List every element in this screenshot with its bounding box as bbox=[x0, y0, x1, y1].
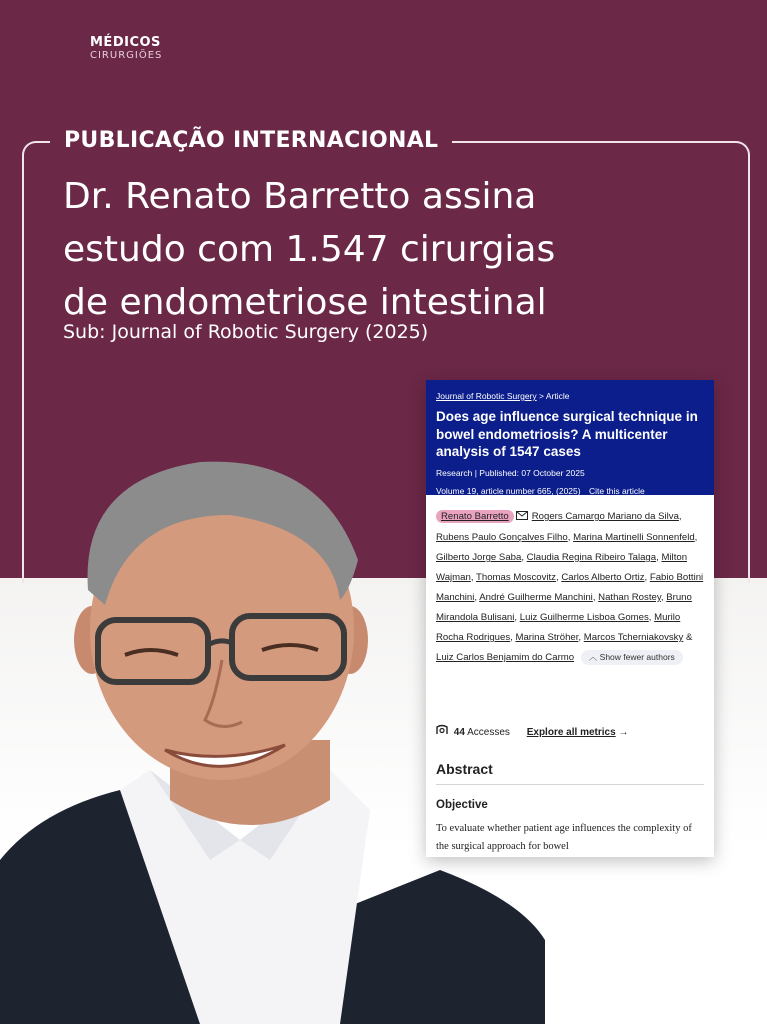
subline: Sub: Journal of Robotic Surgery (2025) bbox=[63, 321, 429, 343]
author-link[interactable]: Bruno Mirandola Bulisani bbox=[436, 592, 692, 623]
author-link[interactable]: Marcos Tcherniakovsky bbox=[583, 632, 684, 643]
author-link[interactable]: Marina Martinelli Sonnenfeld bbox=[573, 532, 695, 543]
author-separator: , bbox=[470, 572, 477, 583]
author-separator: , bbox=[514, 612, 520, 623]
author-separator: , bbox=[578, 632, 584, 643]
author-separator bbox=[574, 652, 577, 663]
headline-line-1: Dr. Renato Barretto assina bbox=[63, 176, 537, 217]
author-separator: , bbox=[648, 612, 655, 623]
breadcrumb bbox=[436, 390, 704, 402]
article-meta: Research | Published: 07 October 2025 bbox=[436, 467, 585, 478]
arrow-right-icon: → bbox=[618, 727, 629, 738]
author-list bbox=[426, 495, 714, 668]
accesses-count: 44 bbox=[453, 727, 465, 738]
show-fewer-label: Show fewer authors bbox=[599, 652, 675, 662]
author-separator: , bbox=[678, 511, 682, 522]
author-separator: & bbox=[683, 632, 693, 643]
author-link[interactable]: André Guilherme Manchini bbox=[479, 592, 593, 603]
author-separator: , bbox=[555, 572, 562, 583]
kicker-label: PUBLICAÇÃO INTERNACIONAL bbox=[50, 126, 452, 156]
objective-heading: Objective bbox=[436, 799, 488, 811]
chevron-up-icon: ︿ bbox=[588, 652, 598, 662]
accesses-icon bbox=[436, 727, 448, 738]
author-separator: , bbox=[656, 552, 662, 563]
breadcrumb-separator: > bbox=[539, 391, 544, 401]
mail-icon[interactable] bbox=[516, 508, 528, 528]
cite-link[interactable]: Cite this article bbox=[588, 485, 645, 496]
brand-line-2: CIRURGIÕES bbox=[90, 50, 163, 61]
article-title: Does age influence surgical technique in bowel endometriosis? A multicenter analysis of 1547 cases bbox=[436, 409, 698, 459]
author-link[interactable]: Carlos Alberto Ortiz bbox=[561, 572, 645, 583]
author-separator: , bbox=[474, 592, 480, 603]
headline bbox=[63, 170, 743, 329]
author-separator: , bbox=[521, 552, 527, 563]
objective-text: To evaluate whether patient age influences the complexity of the surgical approach for bowel bbox=[436, 823, 692, 852]
author-separator: , bbox=[592, 592, 599, 603]
show-fewer-authors-button[interactable] bbox=[581, 650, 683, 665]
author-link[interactable]: Thomas Moscovitz bbox=[476, 572, 556, 583]
article-type: Article bbox=[545, 391, 570, 401]
author-link[interactable]: Fabio Bottini Manchini bbox=[436, 572, 704, 603]
author-link[interactable]: Milton Wajman bbox=[436, 552, 688, 583]
author-separator: , bbox=[694, 532, 698, 543]
author-link[interactable]: Claudia Regina Ribeiro Talaga bbox=[526, 552, 657, 563]
headline-line-3: de endometriose intestinal bbox=[63, 282, 547, 323]
article-header bbox=[426, 380, 714, 495]
author-link[interactable]: Rubens Paulo Gonçalves Filho bbox=[436, 532, 568, 543]
author-link[interactable]: Nathan Rostey bbox=[598, 592, 661, 603]
author-highlighted[interactable]: Renato Barretto bbox=[436, 510, 514, 523]
headline-line-2: estudo com 1.547 cirurgias bbox=[63, 229, 556, 270]
abstract-heading: Abstract bbox=[436, 760, 704, 785]
author-link[interactable]: Luiz Carlos Benjamim do Carmo bbox=[436, 652, 575, 663]
journal-link[interactable]: Journal of Robotic Surgery bbox=[436, 391, 537, 401]
author-separator: , bbox=[660, 592, 667, 603]
brand-line-1: MÉDICOS bbox=[90, 35, 161, 50]
author-separator: , bbox=[567, 532, 574, 543]
explore-metrics-link[interactable]: Explore all metrics bbox=[526, 727, 616, 738]
metrics-row bbox=[436, 724, 628, 740]
author-link[interactable]: Luiz Guilherme Lisboa Gomes bbox=[519, 612, 649, 623]
author-link[interactable]: Murilo Rocha Rodrigues bbox=[436, 612, 681, 643]
author-link[interactable]: Rogers Camargo Mariano da Silva bbox=[531, 511, 679, 522]
author-link[interactable]: Marina Ströher bbox=[515, 632, 579, 643]
accesses-label: Accesses bbox=[467, 727, 510, 738]
author-separator: , bbox=[644, 572, 650, 583]
author-separator: , bbox=[510, 632, 516, 643]
article-card bbox=[426, 380, 714, 857]
brand-logo bbox=[90, 35, 162, 62]
author-link[interactable]: Gilberto Jorge Saba bbox=[436, 552, 522, 563]
article-volume: Volume 19, article number 665, (2025) bbox=[436, 485, 581, 496]
